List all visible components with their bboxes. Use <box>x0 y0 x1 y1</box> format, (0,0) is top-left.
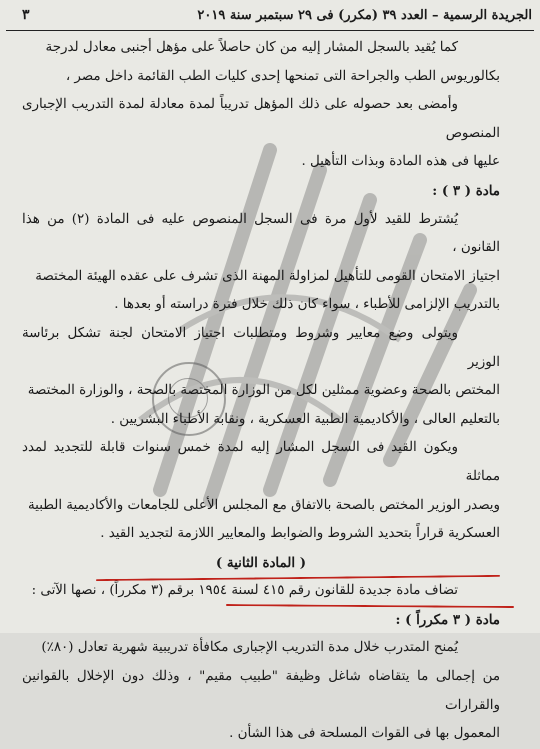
header-rule <box>6 30 534 31</box>
paragraph-line: اجتياز الامتحان القومى للتأهيل لمزاولة المهنة الذى تشرف على عقده الهيئة المختصة <box>35 268 500 284</box>
article-two-heading: ( المادة الثانية ) <box>215 554 307 571</box>
paragraph-line: بالتدريب الإلزامى للأطباء ، سواء كان ذلك خلال فترة دراسته أو بعدها . <box>114 297 500 313</box>
gazette-title: الجريدة الرسمية – العدد ٣٩ (مكرر) فى ٢٩ سبتمبر سنة ٢٠١٩ <box>197 7 532 23</box>
paragraph-line: بكالوريوس الطب والجراحة التى تمنحها إحدى كليات الطب القائمة داخل مصر ، <box>65 68 500 84</box>
document-body <box>22 34 500 749</box>
paragraph-line: بالتعليم العالى ، والأكاديمية الطبية العسكرية ، ونقابة الأطباء البشريين . <box>110 411 500 427</box>
paragraph-line: المختص بالصحة وعضوية ممثلين لكل من الوزارة المختصة بالصحة ، والوزارة المختصة <box>27 383 500 399</box>
page-number: ٣ <box>22 7 30 23</box>
paragraph-line: تضاف مادة جديدة للقانون رقم ٤١٥ لسنة ١٩٥٤ برقم (٣ مكرراً) ، نصها الآتى : <box>31 583 458 599</box>
paragraph-line: عليها فى هذه المادة وبذات التأهيل . <box>301 154 500 170</box>
page-header <box>8 4 532 26</box>
paragraph-line-highlighted: من إجمالى ما يتقاضاه شاغل وظيفة "طبيب مقيم" ، وذلك دون الإخلال بالقوانين والقرارات <box>22 669 500 713</box>
paragraph-line: المعمول بها فى القوات المسلحة فى هذا الشأن . <box>229 726 500 742</box>
paragraph-line: ويكون القيد فى السجل المشار إليه لمدة خمس سنوات قابلة للتجديد لمدد مماثلة <box>22 440 500 484</box>
paragraph-line: وأمضى بعد حصوله على ذلك المؤهل تدريباً لمدة معادلة لمدة التدريب الإجبارى المنصوص <box>22 97 500 141</box>
paragraph-line-highlighted: يُمنح المتدرب خلال مدة التدريب الإجبارى مكافأة تدريبية شهرية تعادل (٨٠٪) <box>41 640 458 656</box>
paragraph-line: العسكرية قراراً بتحديد الشروط والضوابط والمعايير اللازمة لتجديد القيد . <box>100 526 500 542</box>
paragraph-line: يُشترط للقيد لأول مرة فى السجل المنصوص عليه فى المادة (٢) من هذا القانون ، <box>22 211 500 256</box>
paragraph-line: ويصدر الوزير المختص بالصحة بالاتفاق مع المجلس الأعلى للجامعات والأكاديمية الطبية <box>28 497 500 513</box>
paragraph-line: ويتولى وضع معايير وشروط ومتطلبات اجتياز الامتحان لجنة تشكل برئاسة الوزير <box>22 325 500 370</box>
article-3-heading: مادة ( ٣ ) : <box>432 182 500 199</box>
paragraph-line: كما يُقيد بالسجل المشار إليه من كان حاصلاً على مؤهل أجنبى معادل لدرجة <box>45 40 458 55</box>
article-3bis-heading: مادة ( ٣ مكرراً ) : <box>395 611 500 628</box>
